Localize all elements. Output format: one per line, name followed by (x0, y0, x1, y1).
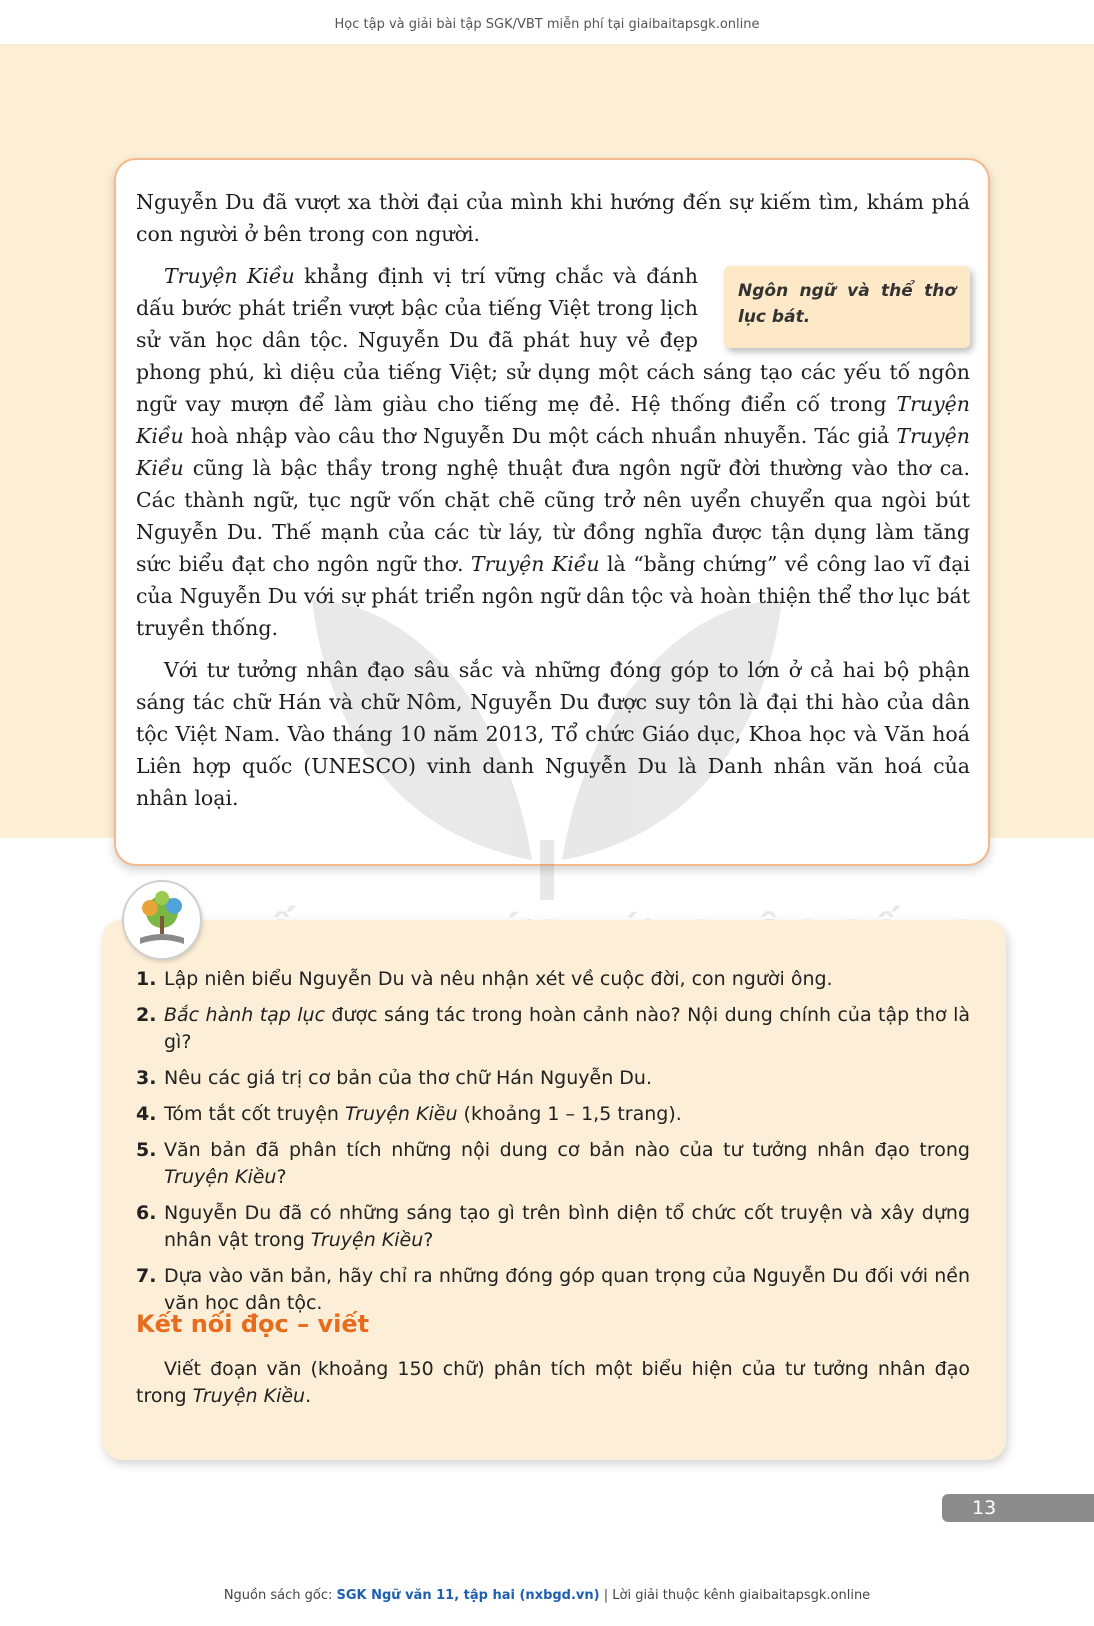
question-text: ? (423, 1229, 434, 1251)
paragraph-text: cũng là bậc thầy trong nghệ thuật đưa ngôn ngữ đời thường vào thơ ca. Các thành ngữ, tục ngữ vốn chặt chẽ cũng trở nên uyển chuyển qua ngòi bút Nguyễn Du. Thế mạnh của các từ láy, từ đồng nghĩa được tận dụng làm tăng sức biểu đạt cho ngôn ngữ thơ. (136, 456, 970, 576)
card-paragraph-3: Với tư tưởng nhân đạo sâu sắc và những đóng góp to lớn ở cả hai bộ phận sáng tác chữ Hán và chữ Nôm, Nguyễn Du được suy tôn là đại thi hào của dân tộc Việt Nam. Vào tháng 10 năm 2013, Tổ chức Giáo dục, Khoa học và Văn hoá Liên hợp quốc (UNESCO) vinh danh Nguyễn Du là Danh nhân văn hoá của nhân loại. (136, 658, 970, 810)
paragraph-text: là “bằng chứng” về công lao vĩ đại của Nguyễn Du với sự phát triển ngôn ngữ dân tộc và hoàn thiện thể thơ lục bát truyền thống. (136, 552, 971, 640)
question-number: 5. (136, 1139, 157, 1161)
footer-prefix: Nguồn sách gốc: (223, 1588, 337, 1603)
work-title: Truyện Kiều (136, 424, 970, 480)
work-title: Truyện Kiều (192, 1385, 306, 1407)
question-text: Dựa vào văn bản, hãy chỉ ra những đóng góp quan trọng của Nguyễn Du đối với nền văn học dân tộc. (164, 1265, 970, 1314)
page-number: 13 (942, 1494, 1094, 1522)
work-title: Truyện Kiều (164, 264, 295, 288)
paragraph-text: khẳng định vị trí vững chắc và đánh dấu bước phát triển vượt bậc của tiếng Việt trong lịch sử văn học dân tộc. Nguyễn Du đã phát huy vẻ đẹp phong phú, kì diệu của tiếng Việt; sử dụng một cách sáng tạo các yếu tố ngôn ngữ vay mượn để làm giàu cho tiếng mẹ đẻ. Hệ thống điển cố trong (136, 264, 970, 416)
question-text: Lập niên biểu Nguyễn Du và nêu nhận xét về cuộc đời, con người ông. (164, 968, 833, 990)
footer-suffix: | Lời giải thuộc kênh giaibaitapsgk.online (599, 1588, 871, 1603)
writing-task (136, 1356, 970, 1410)
work-title: Bắc hành tạp lục (164, 1004, 326, 1026)
question-number: 7. (136, 1265, 157, 1287)
work-title: Truyện Kiều (136, 392, 970, 448)
question-number: 4. (136, 1103, 157, 1125)
question-text: được sáng tác trong hoàn cảnh nào? Nội dung chính của tập thơ là gì? (164, 1004, 970, 1053)
question-4 (136, 1101, 970, 1128)
question-6 (136, 1200, 970, 1254)
work-title: Truyện Kiều (164, 1166, 277, 1188)
question-number: 2. (136, 1004, 157, 1026)
section-title: Kết nối đọc – viết (136, 1310, 370, 1338)
question-3 (136, 1065, 970, 1092)
side-note: Ngôn ngữ và thể thơ lục bát. (724, 266, 970, 348)
question-1 (136, 966, 970, 993)
card-paragraph-1: Nguyễn Du đã vượt xa thời đại của mình khi hướng đến sự kiếm tìm, khám phá con người ở bên trong con người. (136, 190, 970, 246)
question-text: Tóm tắt cốt truyện (164, 1103, 346, 1125)
paragraph-text: hoà nhập vào câu thơ Nguyễn Du một cách nhuần nhuyễn. Tác giả (183, 424, 897, 448)
question-7 (136, 1263, 970, 1317)
tree-book-icon (122, 880, 202, 960)
question-text: Văn bản đã phân tích những nội dung cơ bản nào của tư tưởng nhân đạo trong (164, 1139, 970, 1161)
card-body (136, 186, 970, 814)
question-number: 3. (136, 1067, 157, 1089)
work-title: Truyện Kiều (470, 552, 600, 576)
work-title: Truyện Kiều (345, 1103, 458, 1125)
task-text: . (305, 1385, 312, 1407)
site-header: Học tập và giải bài tập SGK/VBT miễn phí tại giaibaitapsgk.online (334, 17, 760, 32)
site-footer (0, 1588, 1094, 1603)
question-2 (136, 1002, 970, 1056)
question-text: Nêu các giá trị cơ bản của thơ chữ Hán Nguyễn Du. (164, 1067, 653, 1089)
question-text: (khoảng 1 – 1,5 trang). (457, 1103, 682, 1125)
card-paragraph-2 (136, 260, 970, 644)
work-title: Truyện Kiều (310, 1229, 424, 1251)
question-number: 6. (136, 1202, 157, 1224)
question-number: 1. (136, 968, 157, 990)
task-text: Viết đoạn văn (khoảng 150 chữ) phân tích một biểu hiện của tư tưởng nhân đạo trong (136, 1358, 970, 1407)
question-text: Nguyễn Du đã có những sáng tạo gì trên bình diện tổ chức cốt truyện và xây dựng nhân vật trong (164, 1202, 970, 1251)
question-5 (136, 1137, 970, 1191)
footer-source-link[interactable]: SGK Ngữ văn 11, tập hai (nxbgd.vn) (336, 1588, 600, 1603)
question-text: ? (276, 1166, 287, 1188)
questions-list (136, 966, 970, 1326)
